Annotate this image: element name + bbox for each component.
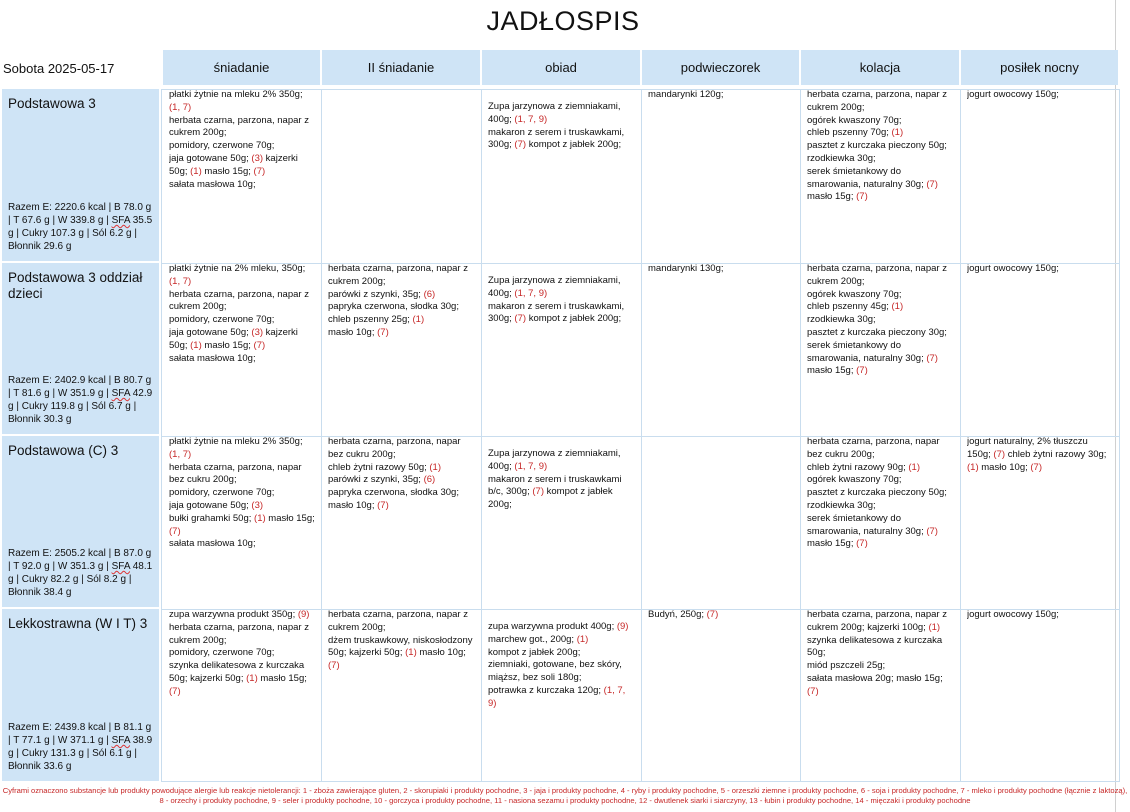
meal-item-text: herbata czarna, parzona, napar z cukrem 200g;	[807, 89, 947, 113]
meal-item	[204, 166, 265, 177]
meal-cell	[967, 609, 1114, 777]
meal-item-text: chleb żytni razowy 50g;	[328, 461, 430, 473]
meal-cell	[169, 436, 316, 603]
allergen-code: (6)	[423, 288, 436, 300]
meal-cell	[648, 263, 795, 430]
nutrition-summary	[8, 721, 155, 773]
meal-item	[328, 301, 459, 312]
meal-item-text: herbata czarna, parzona, napar z cukrem 200g;	[169, 114, 309, 139]
allergen-code: (7)	[253, 165, 266, 177]
allergen-code: (7)	[328, 660, 340, 672]
meal-cell	[967, 263, 1114, 430]
meal-cell	[648, 609, 795, 777]
grid-line	[800, 89, 801, 782]
sfa-label: SFA	[111, 388, 130, 399]
allergen-code: (1, 7, 9)	[514, 287, 548, 299]
allergen-code: (9)	[297, 609, 310, 620]
nutrition-summary	[8, 201, 155, 253]
meal-item	[328, 500, 389, 511]
meal-item-text: kompot z jabłek 200g;	[528, 313, 622, 325]
meal-item-text: chleb pszenny 25g;	[328, 314, 413, 326]
meal-cell	[807, 609, 955, 777]
meal-item-text: papryka czerwona, słodka 30g;	[328, 487, 459, 499]
allergen-code: (1, 7)	[169, 101, 192, 113]
meal-item-text: masło 10g;	[328, 499, 378, 511]
meal-item	[981, 462, 1042, 473]
meal-item-text: szynka delikatesowa z kurczaka 50g;	[807, 634, 943, 659]
meal-item	[648, 263, 724, 274]
diet-name: Podstawowa 3	[8, 96, 96, 111]
meal-item	[169, 436, 303, 460]
meal-item	[648, 89, 724, 100]
meal-item-text: jogurt naturalny, 2% tłuszczu 150g;	[967, 436, 1088, 460]
meal-item	[807, 436, 940, 460]
allergen-code: (1)	[908, 461, 921, 473]
meal-cell	[328, 436, 476, 603]
allergen-code: (7)	[169, 685, 181, 697]
page-title: JADŁOSPIS	[486, 6, 640, 36]
meal-item-text: masło 15g;	[204, 165, 254, 177]
meal-item-text: marchew got., 200g;	[488, 633, 577, 645]
meal-item	[169, 609, 309, 620]
meal-item-text: herbata czarna, parzona, napar z cukrem 200g;	[328, 263, 468, 287]
menu-date: Sobota 2025-05-17	[3, 61, 115, 76]
meal-item	[169, 327, 263, 338]
meal-item-text: sałata masłowa 10g;	[169, 352, 256, 364]
meal-item-text: miód pszczeli 25g;	[807, 660, 886, 672]
meal-item	[169, 89, 303, 113]
nutrition-summary-text: Razem E: 2402.9 kcal | B 80.7 g | T 81.6 g | W 351.9 g |	[8, 375, 152, 399]
meal-item	[169, 487, 274, 498]
meal-item	[529, 139, 621, 150]
meal-item-text: rzodkiewka 30g;	[807, 499, 876, 511]
allergen-code: (3)	[251, 326, 264, 338]
meal-item-text: dżem truskawkowy, niskosłodzony 50g;	[328, 634, 473, 659]
meal-item-text: jaja gotowane 50g;	[169, 499, 252, 511]
allergen-footnote: Cyframi oznaczono substancje lub produkty powodujące alergie lub reakcje nietolerancji: 1 - zboża zawierające gluten, 2 - skorupiaki i produkty pochodne, 3 - jaja i produkty pochodne, 4 - ryby i produkty pochodne, 5 - orzeszki ziemne i produkty pochodne, 6 - soja i produkty pochodne, 7 - mleko i produkty pochodne (łącznie z laktozą), 8 - orzechy i produkty pochodne, 9 - seler i produkty pochodne, 10 - gorczyca i produkty pochodne, 11 - nasiona sezamu i produkty pochodne, 12 - dwutlenek siarki i siarczyny, 13 - łubin i produkty pochodne, 14 - mięczaki i produkty pochodne	[2, 786, 1128, 805]
meal-cell	[488, 101, 636, 269]
meal-item	[169, 140, 274, 151]
meal-item	[807, 673, 896, 684]
allergen-code: (1, 7)	[169, 448, 192, 460]
meal-cell	[488, 448, 636, 615]
meal-item	[169, 179, 256, 190]
meal-item	[807, 500, 876, 511]
meal-item-text: ogórek kwaszony 70g;	[807, 288, 902, 300]
meal-item-text: zupa warzywna produkt 400g;	[488, 621, 617, 632]
meal-cell	[648, 89, 795, 257]
allergen-code: (7)	[253, 339, 266, 351]
allergen-code: (7)	[856, 191, 868, 203]
meal-item-text: pomidory, czerwone 70g;	[169, 647, 275, 659]
meal-item	[807, 166, 938, 190]
meal-item-text: herbata czarna, parzona, napar bez cukru 200g;	[328, 436, 461, 460]
allergen-code: (1)	[967, 461, 979, 473]
meal-item-text: herbata czarna, parzona, napar z cukrem 200g;	[328, 609, 468, 633]
column-header: posiłek nocny	[961, 50, 1118, 85]
meal-cell	[169, 89, 316, 257]
meal-item-text: herbata czarna, parzona, napar z cukrem 200g;	[169, 288, 309, 313]
meal-item-text: herbata czarna, parzona, napar z cukrem 200g;	[807, 263, 947, 287]
meal-item-text: jogurt owocowy 150g;	[967, 263, 1059, 274]
column-header: II śniadanie	[322, 50, 480, 85]
meal-item	[807, 115, 902, 126]
meal-item-text: herbata czarna, parzona, napar z cukrem 200g;	[807, 609, 947, 633]
meal-item-text: potrawka z kurczaka 120g;	[488, 684, 604, 696]
allergen-code: (7)	[926, 178, 938, 190]
meal-item	[169, 153, 263, 164]
meal-item	[204, 340, 265, 351]
grid-line	[1119, 89, 1120, 782]
diet-name: Lekkostrawna (W I T) 3	[8, 616, 148, 631]
meal-item-text: kompot z jabłek 200g;	[488, 486, 613, 511]
allergen-code: (1)	[405, 647, 417, 659]
meal-item-text: mandarynki 120g;	[648, 89, 724, 100]
meal-item	[169, 289, 309, 313]
meal-item	[867, 622, 940, 633]
meal-item-text: jaja gotowane 50g;	[169, 152, 252, 164]
diet-name: Podstawowa (C) 3	[8, 443, 119, 458]
meal-cell	[807, 263, 955, 430]
sfa-label: SFA	[111, 735, 130, 746]
meal-item-text: herbata czarna, parzona, napar bez cukru 200g;	[807, 436, 940, 460]
meal-item	[807, 191, 868, 202]
allergen-code: (1, 7, 9)	[514, 460, 548, 472]
meal-item-text: herbata czarna, parzona, napar bez cukru 200g;	[169, 461, 302, 486]
meal-cell	[169, 609, 316, 777]
meal-item-text: chleb żytni razowy 90g;	[807, 461, 909, 473]
allergen-code: (7)	[926, 352, 938, 364]
meal-item-text: sałata masłowa 20g;	[807, 672, 897, 684]
meal-item	[807, 140, 947, 151]
meal-cell	[328, 263, 476, 430]
meal-cell	[169, 263, 316, 430]
nutrition-summary-text: 35.5 g | Cukry 107.3 g | Sól 6.2 g | Błonnik 29.6 g	[8, 215, 153, 252]
meal-item-text: kajzerki 50g;	[190, 672, 247, 684]
meal-item	[488, 448, 621, 472]
meal-item-text: masło 15g;	[807, 365, 857, 377]
meal-cell	[488, 275, 636, 442]
allergen-code: (7)	[926, 525, 938, 537]
meal-item-text: jaja gotowane 50g;	[169, 326, 252, 338]
meal-item	[807, 301, 903, 312]
meal-item	[169, 538, 256, 549]
meal-item-text: ogórek kwaszony 70g;	[807, 114, 902, 126]
meal-item	[807, 462, 920, 473]
allergen-code: (1, 7, 9)	[514, 113, 548, 125]
meal-item-text: masło 10g;	[981, 461, 1031, 473]
meal-item	[967, 89, 1059, 100]
allergen-code: (1, 7, 9)	[488, 684, 626, 709]
diet-row-header	[2, 436, 159, 607]
meal-item-text: kajzerki 50g;	[169, 326, 298, 351]
meal-item	[807, 487, 947, 498]
meal-item	[807, 513, 938, 537]
meal-item-text: masło 15g;	[807, 191, 857, 203]
grid-line	[641, 89, 642, 782]
meal-item-text: papryka czerwona, słodka 30g;	[328, 301, 459, 313]
meal-item	[807, 289, 902, 300]
meal-item	[648, 609, 718, 620]
diet-row-header	[2, 263, 159, 434]
diet-name: Podstawowa 3 oddział dzieci	[8, 270, 143, 301]
allergen-code: (7)	[169, 525, 181, 537]
meal-item-text: pasztet z kurczaka pieczony 50g;	[807, 487, 947, 499]
meal-item-text: mandarynki 130g;	[648, 263, 724, 274]
meal-cell	[807, 89, 955, 257]
column-header: obiad	[482, 50, 640, 85]
allergen-code: (7)	[1030, 461, 1043, 473]
nutrition-summary-text: 48.1 g | Cukry 82.2 g | Sól 8.2 g | Błonnik 38.4 g	[8, 561, 153, 598]
nutrition-summary	[8, 374, 155, 426]
meal-item	[169, 500, 263, 511]
meal-item	[328, 609, 468, 633]
allergen-code: (7)	[706, 609, 719, 620]
nutrition-summary-text: Razem E: 2505.2 kcal | B 87.0 g | T 92.0 g | W 351.3 g |	[8, 548, 152, 572]
allergen-code: (7)	[514, 313, 527, 325]
meal-item-text: chleb pszenny 70g;	[807, 127, 892, 139]
diet-row-header	[2, 89, 159, 261]
meal-item-text: parówki z szynki, 35g;	[328, 288, 424, 300]
meal-item-text: Budyń, 250g;	[648, 609, 707, 620]
allergen-code: (3)	[251, 152, 264, 164]
meal-item	[169, 314, 274, 325]
meal-item-text: rzodkiewka 30g;	[807, 152, 876, 164]
meal-item-text: kajzerki 100g;	[867, 621, 929, 633]
meal-item-text: makaron z serem i truskawkami, 300g;	[488, 126, 625, 151]
column-header: podwieczorek	[642, 50, 799, 85]
meal-item	[169, 263, 305, 287]
meal-item	[807, 263, 947, 287]
grid-line	[161, 781, 1119, 782]
meal-item	[488, 634, 588, 645]
meal-item	[488, 621, 628, 632]
meal-item-text: pomidory, czerwone 70g;	[169, 140, 275, 152]
meal-item-text: pasztet z kurczaka pieczony 30g;	[807, 326, 947, 338]
meal-item-text: pomidory, czerwone 70g;	[169, 314, 275, 326]
nutrition-summary-text: 42.9 g | Cukry 119.8 g | Sól 6.7 g | Błonnik 30.3 g	[8, 388, 153, 425]
meal-item-text: zupa warzywna produkt 350g;	[169, 609, 298, 620]
meal-item	[169, 115, 309, 139]
allergen-code: (7)	[514, 139, 527, 151]
meal-item	[328, 462, 441, 473]
allergen-code: (7)	[377, 326, 389, 338]
allergen-code: (1)	[576, 633, 589, 645]
meal-cell	[488, 621, 636, 789]
meal-item	[807, 127, 903, 138]
meal-item	[488, 275, 621, 299]
meal-item-text: szynka delikatesowa z kurczaka 50g;	[169, 660, 305, 684]
allergen-code: (1)	[412, 314, 425, 326]
meal-item	[328, 263, 468, 287]
nutrition-summary-text: Razem E: 2439.8 kcal | B 81.1 g | T 77.1 g | W 371.1 g |	[8, 722, 152, 746]
meal-item-text: rzodkiewka 30g;	[807, 314, 876, 326]
meal-item-text: masło 10g;	[328, 326, 378, 338]
meal-item-text: bułki grahamki 50g;	[169, 512, 255, 524]
meal-item-text: ziemniaki, gotowane, bez skóry, miąższ, bez soli 180g;	[488, 659, 622, 684]
meal-item	[328, 314, 424, 325]
allergen-code: (7)	[993, 448, 1006, 460]
meal-item	[807, 327, 947, 338]
meal-item-text: jogurt owocowy 150g;	[967, 89, 1059, 100]
nutrition-summary-text: Razem E: 2220.6 kcal | B 78.0 g | T 67.6 g | W 339.8 g |	[8, 202, 152, 226]
meal-cell	[967, 436, 1114, 603]
meal-item	[807, 153, 876, 164]
allergen-code: (7)	[377, 499, 389, 511]
meal-cell	[967, 89, 1114, 257]
meal-item-text: płatki żytnie na 2% mleku, 350g;	[169, 263, 306, 274]
meal-item	[488, 647, 580, 658]
meal-item-text: masło 15g;	[260, 672, 307, 684]
column-header: śniadanie	[163, 50, 320, 85]
allergen-code: (1)	[429, 461, 442, 473]
meal-item-text: jogurt owocowy 150g;	[967, 609, 1059, 620]
meal-item-text: serek śmietankowy do smarowania, naturalny 30g;	[807, 339, 927, 364]
allergen-code: (1)	[190, 339, 202, 351]
allergen-code: (7)	[532, 486, 544, 498]
meal-item	[169, 647, 274, 658]
nutrition-summary-text: 38.9 g | Cukry 131.3 g | Sól 6.1 g | Błonnik 33.6 g	[8, 735, 153, 772]
meal-item-text: sałata masłowa 10g;	[169, 178, 256, 190]
meal-item	[807, 660, 885, 671]
column-header: kolacja	[801, 50, 959, 85]
meal-item	[169, 513, 266, 524]
meal-item-text: chleb pszenny 45g;	[807, 301, 892, 313]
allergen-code: (1)	[246, 672, 258, 684]
meal-item	[328, 474, 435, 485]
meal-item	[807, 474, 902, 485]
meal-item-text: ogórek kwaszony 70g;	[807, 474, 902, 486]
allergen-code: (1)	[190, 165, 202, 177]
grid-line	[161, 89, 162, 782]
allergen-code: (1, 7)	[169, 275, 192, 287]
nutrition-summary	[8, 547, 155, 599]
meal-item-text: płatki żytnie na mleku 2% 350g;	[169, 89, 303, 100]
sfa-label: SFA	[111, 561, 130, 572]
meal-cell	[328, 89, 476, 257]
meal-item-text: makaron z serem i truskawkami b/c, 300g;	[488, 473, 622, 498]
allergen-code: (1)	[891, 127, 904, 139]
grid-line	[321, 89, 322, 782]
meal-item	[328, 487, 459, 498]
allergen-code: (9)	[616, 621, 629, 632]
meal-item	[967, 609, 1059, 620]
meal-item	[488, 659, 622, 683]
allergen-code: (7)	[856, 538, 868, 550]
meal-item-text: chleb żytni razowy 30g;	[1007, 448, 1107, 460]
meal-item-text: Zupa jarzynowa z ziemniakami, 400g;	[488, 448, 621, 472]
sfa-label: SFA	[111, 215, 130, 226]
allergen-code: (1)	[928, 621, 941, 633]
meal-item-text: masło 10g;	[419, 647, 466, 659]
allergen-code: (1)	[891, 301, 904, 313]
allergen-code: (7)	[856, 365, 868, 377]
meal-item	[169, 462, 302, 486]
meal-item-text: parówki z szynki, 35g;	[328, 474, 424, 486]
meal-cell	[648, 436, 795, 603]
meal-item-text: masło 15g;	[268, 512, 315, 524]
meal-item-text: masło 15g;	[896, 672, 943, 684]
meal-cell	[807, 436, 955, 603]
meal-item	[529, 313, 621, 324]
meal-item-text: płatki żytnie na mleku 2% 350g;	[169, 436, 303, 447]
meal-item	[190, 673, 258, 684]
meal-item-text: masło 15g;	[204, 339, 254, 351]
meal-item	[488, 101, 621, 125]
meal-item	[807, 314, 876, 325]
meal-item-text: masło 15g;	[807, 538, 857, 550]
meal-item-text: herbata czarna, parzona, napar z cukrem 200g;	[169, 621, 309, 646]
diet-row-header	[2, 609, 159, 781]
meal-item-text: kajzerki 50g;	[169, 152, 298, 177]
meal-item-text: serek śmietankowy do smarowania, naturalny 30g;	[807, 165, 927, 190]
meal-item-text: Zupa jarzynowa z ziemniakami, 400g;	[488, 101, 621, 125]
allergen-code: (3)	[251, 499, 264, 511]
meal-item-text: Zupa jarzynowa z ziemniakami, 400g;	[488, 275, 621, 299]
meal-item	[169, 353, 256, 364]
meal-item	[349, 647, 417, 658]
meal-item	[328, 327, 389, 338]
meal-item	[488, 685, 625, 709]
meal-item-text: kompot z jabłek 200g;	[488, 646, 581, 658]
allergen-code: (1)	[254, 512, 266, 524]
allergen-code: (7)	[807, 685, 819, 697]
grid-line	[960, 89, 961, 782]
meal-item	[807, 89, 947, 113]
meal-item-text: makaron z serem i truskawkami, 300g;	[488, 300, 625, 325]
meal-item-text: kompot z jabłek 200g;	[528, 139, 622, 151]
meal-item	[328, 289, 435, 300]
meal-item-text: pomidory, czerwone 70g;	[169, 487, 275, 499]
meal-item-text: serek śmietankowy do smarowania, naturalny 30g;	[807, 512, 927, 537]
meal-item	[328, 436, 461, 460]
meal-item	[967, 263, 1059, 274]
meal-item	[807, 340, 938, 364]
meal-item	[807, 538, 868, 549]
meal-item-text: pasztet z kurczaka pieczony 50g;	[807, 140, 947, 152]
allergen-code: (6)	[423, 474, 436, 486]
meal-item-text: sałata masłowa 10g;	[169, 538, 256, 550]
meal-item	[807, 635, 942, 659]
grid-line	[481, 89, 482, 782]
meal-cell	[328, 609, 476, 777]
meal-item	[169, 622, 309, 646]
meal-item-text: kajzerki 50g;	[349, 647, 406, 659]
meal-item	[807, 365, 868, 376]
